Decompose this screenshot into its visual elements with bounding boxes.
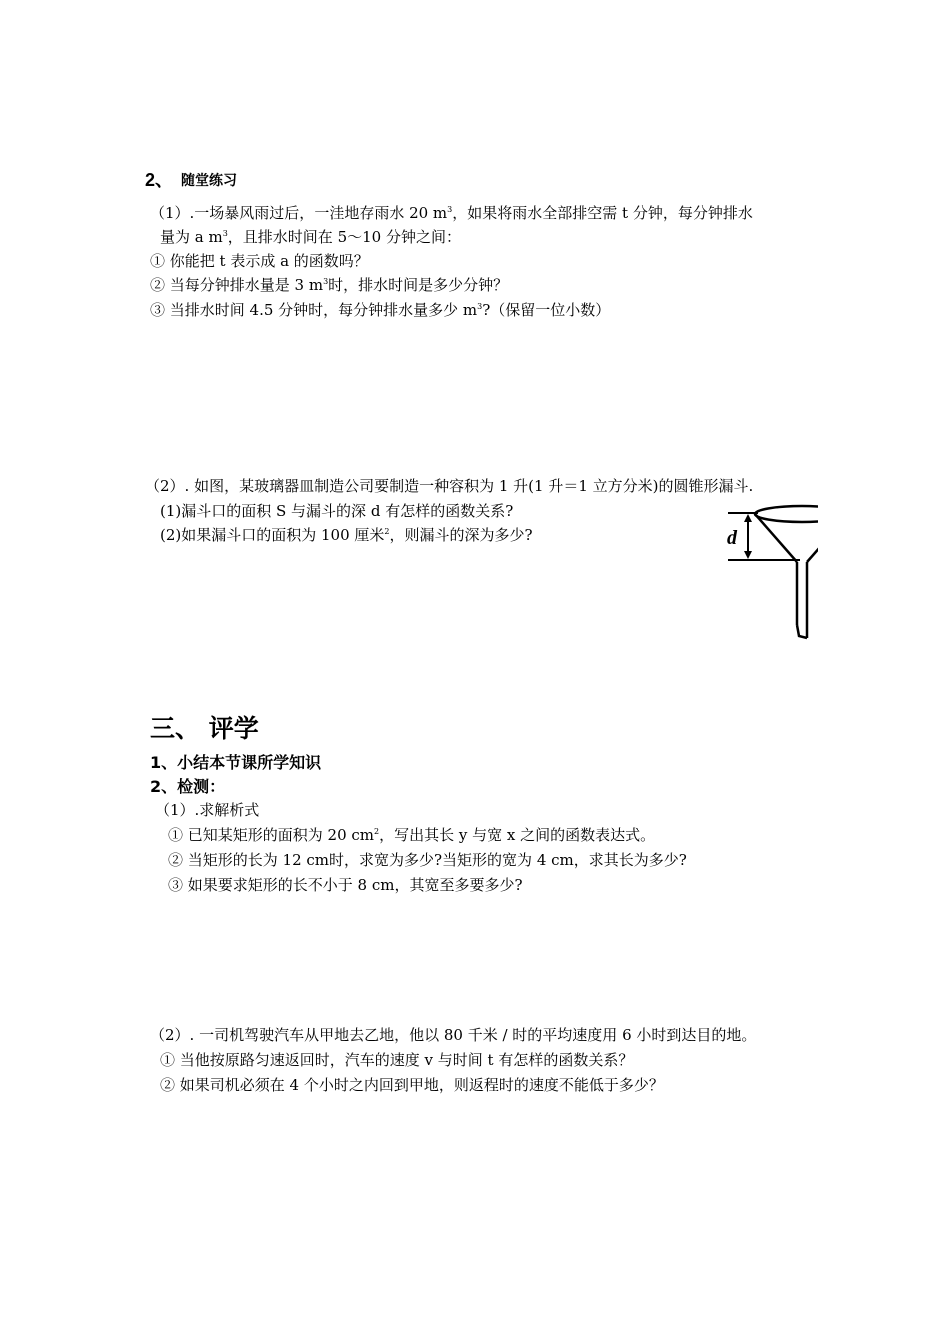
evaluation-sub1: 1、小结本节课所学知识 xyxy=(150,753,322,772)
funnel-figure xyxy=(718,500,818,640)
funnel-rim xyxy=(755,506,818,522)
evaluation-q1-item1: ① 已知某矩形的面积为 20 $cm^2$，写出其长 y 与宽 x 之间的函数表达式。 xyxy=(168,826,656,844)
practice-q2-item1: (1)漏斗口的面积 S 与漏斗的深 d 有怎样的函数关系? xyxy=(160,502,514,520)
dimension-arrow-down xyxy=(744,551,752,559)
practice-q2-intro: （2）. 如图，某玻璃器皿制造公司要制造一种容积为 1 升(1 升＝1 立方分米)的圆锥形漏斗. xyxy=(145,477,754,495)
practice-q1-line1: （1）.一场暴风雨过后，一洼地存雨水 20 $m^3$，如果将雨水全部排空需 t 分钟，每分钟排水 xyxy=(150,204,753,222)
practice-q1-line2: 量为 a $m^3$，且排水时间在 5～10 分钟之间： xyxy=(160,228,461,246)
evaluation-q2-intro: （2）. 一司机驾驶汽车从甲地去乙地，他以 80 千米 / 时的平均速度用 6 小时到达目的地。 xyxy=(150,1026,757,1044)
practice-q2-item2: (2)如果漏斗口的面积为 100 厘米$^2$，则漏斗的深为多少? xyxy=(160,526,533,544)
evaluation-q1-item2: ② 当矩形的长为 12 cm时，求宽为多少?当矩形的宽为 4 cm，求其长为多少? xyxy=(168,851,687,869)
evaluation-q1-intro: （1）.求解析式 xyxy=(155,801,260,819)
evaluation-q2-item1: ① 当他按原路匀速返回时，汽车的速度 v 与时间 t 有怎样的函数关系？ xyxy=(160,1051,634,1069)
practice-q1-item3: ③ 当排水时间 4.5 分钟时，每分钟排水量多少 $m^3$?（保留一位小数） xyxy=(150,301,611,319)
practice-q1-item1: ① 你能把 t 表示成 a 的函数吗？ xyxy=(150,252,369,270)
evaluation-q2-item2: ② 如果司机必须在 4 个小时之内回到甲地，则返程时的速度不能低于多少？ xyxy=(160,1076,664,1094)
dimension-arrow-up xyxy=(744,514,752,522)
funnel-stem-tip xyxy=(797,625,807,638)
section-title: 随堂练习 xyxy=(181,173,237,189)
evaluation-q1-item3: ③ 如果要求矩形的长不小于 8 cm，其宽至多要多少? xyxy=(168,876,523,894)
evaluation-heading: 三、 评学 xyxy=(150,714,259,743)
section-number: 2、 xyxy=(145,170,174,190)
evaluation-sub2: 2、检测： xyxy=(150,777,226,796)
dimension-label-d: d xyxy=(727,527,737,549)
practice-q1-item2: ② 当每分钟排水量是 3 $m^3$时，排水时间是多少分钟？ xyxy=(150,276,509,294)
